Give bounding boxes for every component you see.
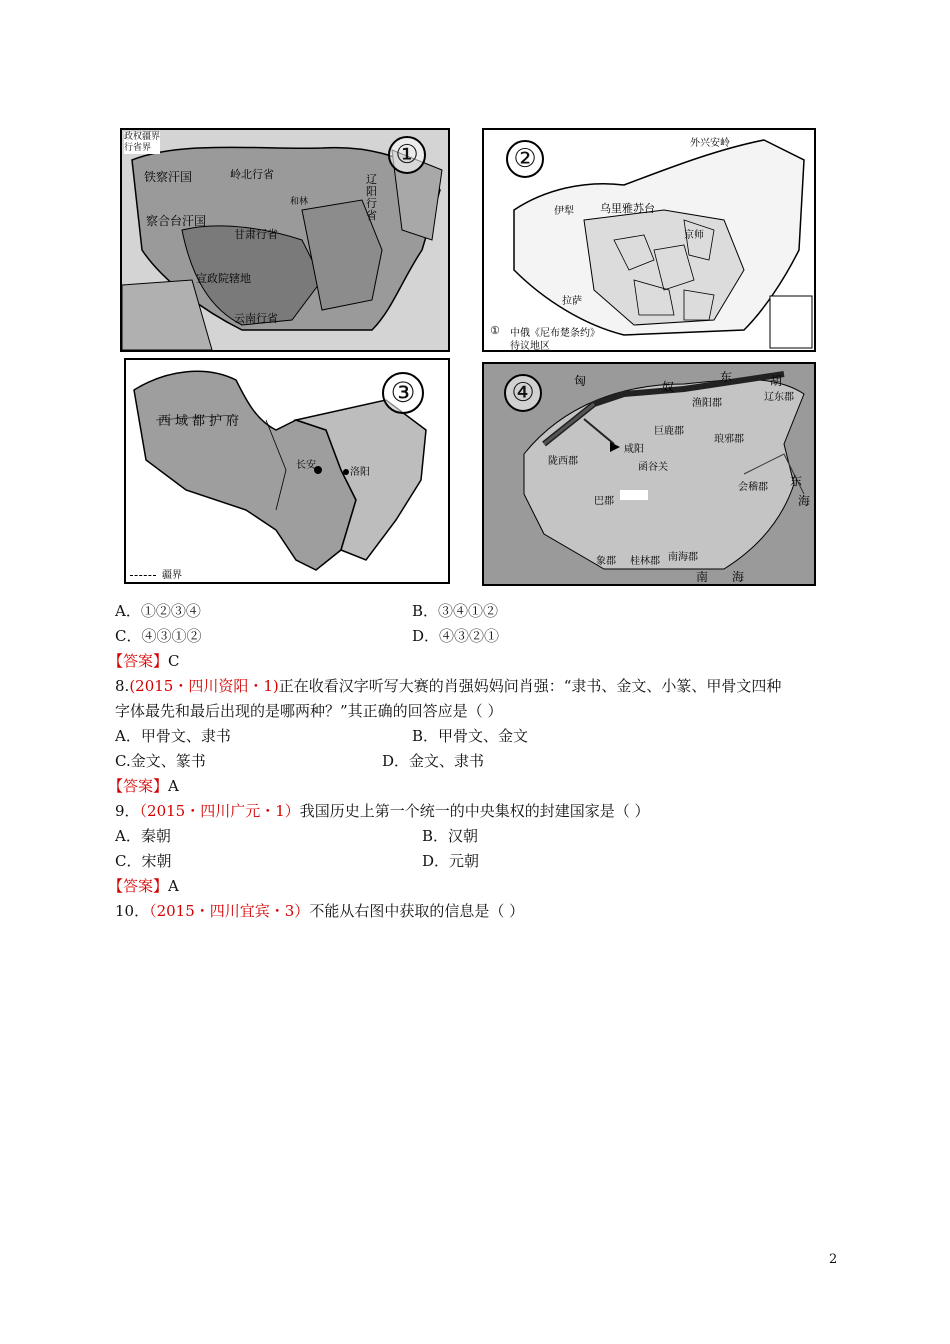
map-1-legend	[124, 132, 160, 154]
map-label: 海	[732, 570, 745, 584]
map-label: 南	[696, 570, 709, 584]
q10-source: （2015・四川宜宾・3）	[149, 902, 310, 920]
map-label: 奴	[662, 380, 675, 394]
map-4-number: ④	[504, 374, 542, 412]
q9-answer	[108, 877, 179, 895]
answer-value: A	[168, 877, 179, 895]
answer-value: C	[168, 652, 180, 670]
map-label: 东	[720, 370, 733, 384]
page-number: 2	[829, 1252, 838, 1267]
q7-option-b: B．③④①②	[412, 602, 499, 620]
map-3-legend	[130, 566, 182, 581]
map-label: 辽东郡	[764, 392, 794, 403]
answer-tag: 【答案】	[108, 652, 169, 670]
q8-answer	[108, 777, 179, 795]
map-label: 巨鹿郡	[654, 426, 684, 437]
map-2-qing	[482, 128, 816, 352]
map-label: 甘肃行省	[234, 228, 278, 241]
map-2-caption-num: ①	[490, 324, 500, 337]
map-2-number: ②	[506, 140, 544, 178]
q9-text: 我国历史上第一个统一的中央集权的封建国家是（ ）	[299, 802, 650, 820]
q7-option-c: C．④③①②	[115, 627, 202, 645]
q9-option-c: C．宋朝	[115, 852, 172, 870]
map-label: 乌里雅苏台	[600, 202, 655, 215]
map-1-number: ①	[388, 136, 426, 174]
map-label: 咸阳	[624, 444, 644, 455]
map-label: 巴郡	[594, 496, 614, 507]
map-3-legend-line	[130, 575, 156, 576]
map-label: 西域都护府	[158, 414, 244, 429]
map-label: 桂林郡	[630, 556, 660, 567]
q9-number: 9．	[115, 802, 140, 820]
map-label: 和林	[290, 197, 309, 207]
map-label: 长安	[296, 460, 316, 471]
map-label: 海	[798, 494, 811, 508]
map-label: 南海郡	[668, 552, 698, 563]
map-label: 琅邪郡	[714, 434, 744, 445]
map-label: 辽阳行省	[366, 173, 377, 222]
map-label: 函谷关	[638, 462, 668, 473]
q7-option-a: A．①②③④	[115, 602, 201, 620]
map-label: 会稽郡	[738, 482, 768, 493]
map-label: 象郡	[596, 556, 616, 567]
map-3-legend-label: 疆界	[162, 570, 182, 581]
q8-source: (2015・四川资阳・1)	[129, 677, 279, 695]
q8-number: 8.	[115, 677, 130, 695]
map-label: 察合台汗国	[146, 214, 207, 228]
q8-text: 正在收看汉字听写大赛的肖强妈妈问肖强：“隶书、金文、小篆、甲骨文四种	[278, 677, 782, 695]
map-2-caption: 待议地区	[510, 341, 550, 352]
map-2-caption: 中俄《尼布楚条约》	[510, 328, 600, 339]
map-label: 渔阳郡	[692, 398, 722, 409]
map-label: 岭北行省	[230, 168, 274, 181]
q9-option-d: D．元朝	[422, 852, 480, 870]
q8-stem-line1	[115, 677, 781, 695]
q8-option-c: C.金文、篆书	[115, 752, 206, 770]
map-label: 东	[790, 474, 803, 488]
q8-stem-line2: 字体最先和最后出现的是哪两种？”其正确的回答应是（ ）	[115, 702, 503, 720]
q7-option-d: D．④③②①	[412, 627, 500, 645]
q9-stem	[115, 802, 650, 820]
answer-tag: 【答案】	[108, 877, 169, 895]
answer-value: A	[168, 777, 179, 795]
map-1-legend-item: 行省界	[124, 143, 152, 153]
map-label: 宣政院辖地	[196, 272, 251, 285]
map-label: 陇西郡	[548, 456, 578, 467]
q9-source: （2015・四川广元・1）	[139, 802, 300, 820]
map-3-han	[124, 358, 450, 584]
map-label: 云南行省	[234, 312, 278, 325]
answer-tag: 【答案】	[108, 777, 169, 795]
map-label: 拉萨	[562, 296, 582, 307]
q9-option-b: B．汉朝	[422, 827, 479, 845]
map-label: 外兴安岭	[690, 138, 730, 149]
map-3-number: ③	[382, 372, 424, 414]
q10-stem	[115, 902, 524, 920]
map-label: 京师	[684, 230, 704, 241]
q8-option-b: B．甲骨文、金文	[412, 727, 529, 745]
map-label: 胡	[770, 374, 783, 388]
map-1-legend-item: 政权疆界	[124, 132, 161, 142]
map-label: 铁察汗国	[144, 170, 193, 184]
map-label: 伊犁	[554, 206, 574, 217]
q10-number: 10．	[115, 902, 150, 920]
map-4-qin	[482, 362, 816, 586]
q8-option-d: D．金文、隶书	[382, 752, 485, 770]
q10-text: 不能从右图中获取的信息是（ ）	[309, 902, 525, 920]
q7-answer	[108, 652, 180, 670]
q9-option-a: A．秦朝	[115, 827, 171, 845]
map-1-yuan	[120, 128, 450, 352]
map-label: 洛阳	[350, 467, 370, 478]
map-label: 匈	[574, 374, 587, 388]
q8-option-a: A．甲骨文、隶书	[115, 727, 231, 745]
